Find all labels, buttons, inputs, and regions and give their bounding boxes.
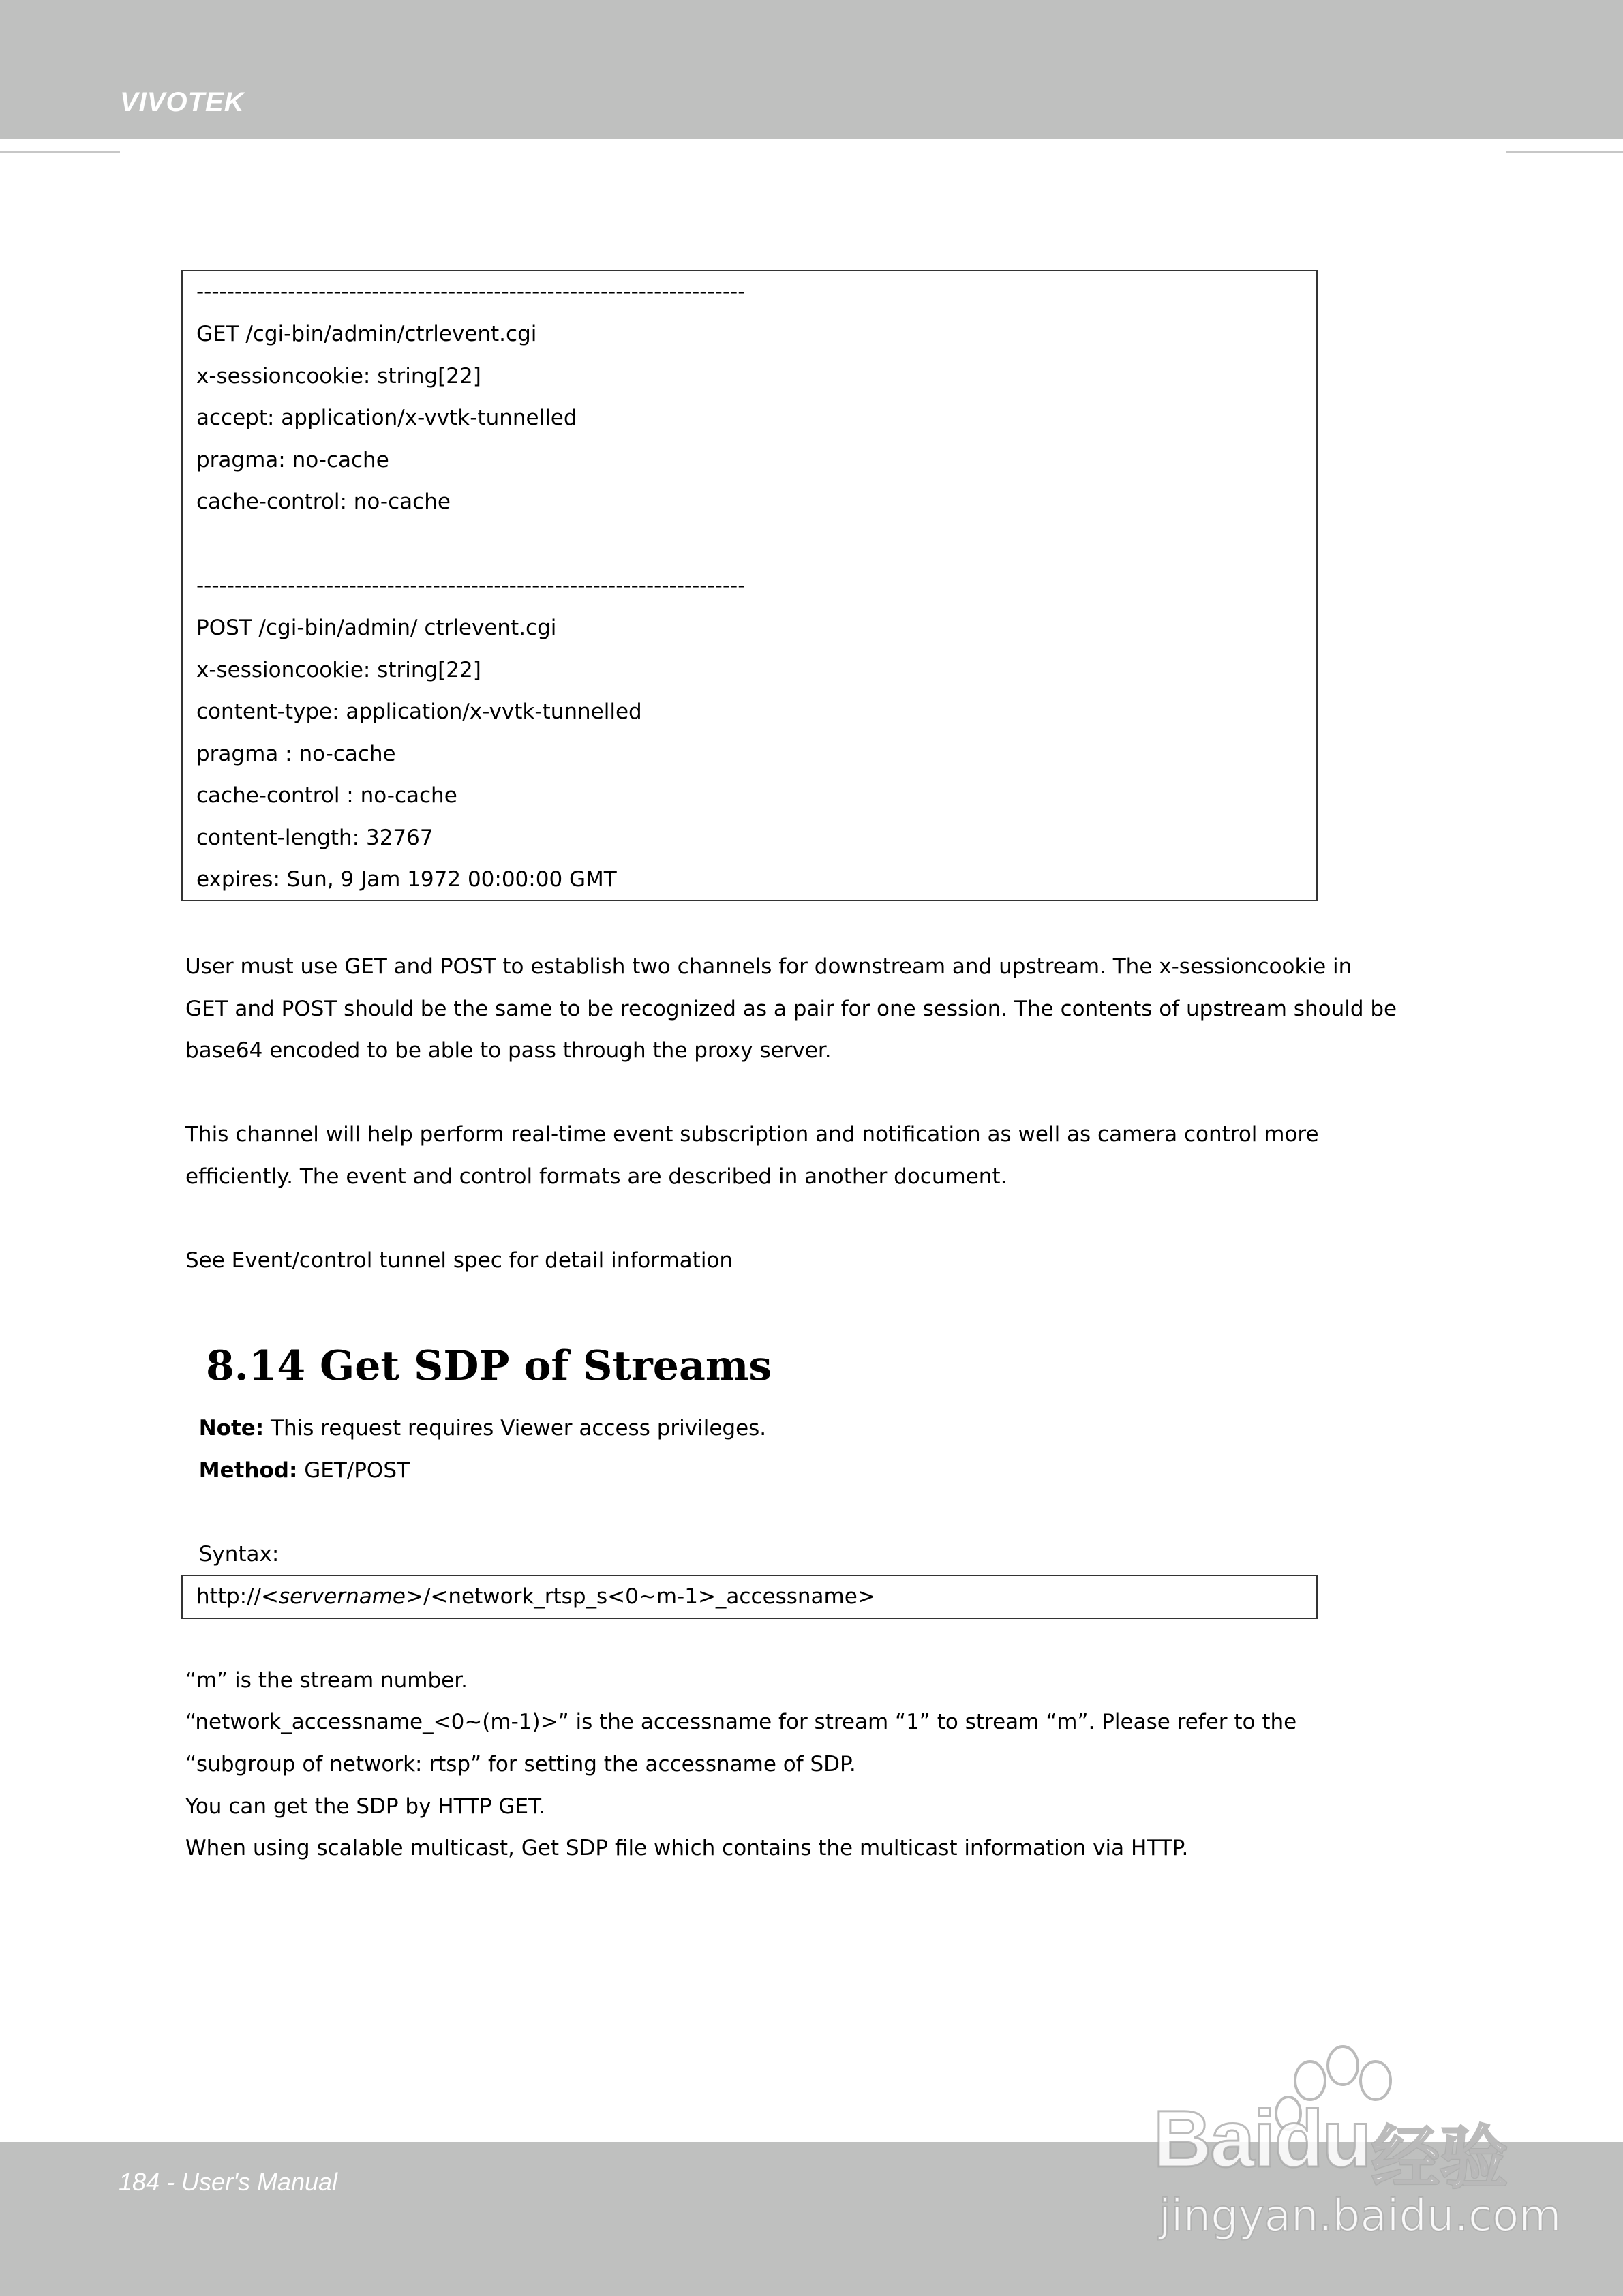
- code-line: accept: application/x-vvtk-tunnelled: [196, 406, 577, 430]
- note-line: “subgroup of network: rtsp” for setting the accessname of SDP.: [185, 1752, 856, 1777]
- watermark-logo: [1153, 2093, 1370, 2186]
- brand-logo: VIVOTEK: [120, 87, 245, 117]
- syntax-label: Syntax:: [198, 1542, 279, 1567]
- code-line: content-length: 32767: [196, 826, 434, 850]
- header-rule-left: [0, 151, 120, 153]
- code-line: content-type: application/x-vvtk-tunnelled: [196, 699, 642, 724]
- watermark-logo-du: du: [1274, 2094, 1370, 2184]
- code-line: x-sessioncookie: string[22]: [196, 364, 481, 389]
- syntax-box: [181, 1575, 1318, 1619]
- paragraph-line: base64 encoded to be able to pass through the proxy server.: [185, 1038, 832, 1063]
- code-line: ------------------------------------------------------------------------: [196, 280, 746, 304]
- paragraph-line: efficiently. The event and control formats are described in another document.: [185, 1164, 1007, 1189]
- syntax-prefix: http://: [196, 1584, 261, 1609]
- method-line: [185, 1457, 410, 1484]
- paragraph-line: User must use GET and POST to establish two channels for downstream and upstream. The x-sessioncookie in: [185, 954, 1352, 979]
- method-label: Method:: [198, 1458, 298, 1483]
- code-line: GET /cgi-bin/admin/ctrlevent.cgi: [196, 322, 537, 346]
- paragraph-line: This channel will help perform real-time event subscription and notification as well as camera control more: [185, 1122, 1319, 1147]
- header-band: [0, 0, 1623, 139]
- section-heading: 8.14 Get SDP of Streams: [206, 1342, 772, 1390]
- watermark-cn: 经验: [1371, 2118, 1508, 2198]
- code-line: pragma: no-cache: [196, 448, 389, 472]
- watermark-url: jingyan.baidu.com: [1159, 2191, 1562, 2241]
- paragraph-line: See Event/control tunnel spec for detail information: [185, 1248, 733, 1273]
- code-line: cache-control : no-cache: [196, 783, 457, 808]
- note-line: “network_accessname_<0~(m-1)>” is the accessname for stream “1” to stream “m”. Please refer to the: [185, 1710, 1297, 1734]
- code-line: x-sessioncookie: string[22]: [196, 658, 481, 682]
- syntax-line: [196, 1583, 875, 1610]
- method-text: GET/POST: [297, 1458, 410, 1483]
- syntax-label-line: [185, 1541, 279, 1568]
- note-line: [185, 1415, 766, 1442]
- syntax-servername: <servername>: [260, 1584, 423, 1609]
- code-line: POST /cgi-bin/admin/ ctrlevent.cgi: [196, 616, 557, 640]
- note-line: When using scalable multicast, Get SDP file which contains the multicast information via HTTP.: [185, 1836, 1189, 1860]
- paragraph-line: GET and POST should be the same to be recognized as a pair for one session. The contents of upstream should be: [185, 997, 1397, 1021]
- note-line: You can get the SDP by HTTP GET.: [185, 1794, 546, 1819]
- header-rule-right: [1506, 151, 1623, 153]
- note-text: This request requires Viewer access privileges.: [264, 1416, 767, 1440]
- page-number: 184 - User's Manual: [119, 2168, 338, 2196]
- note-line: “m” is the stream number.: [185, 1668, 468, 1693]
- code-line: expires: Sun, 9 Jam 1972 00:00:00 GMT: [196, 867, 617, 892]
- code-line: ------------------------------------------------------------------------: [196, 573, 746, 598]
- note-label: Note:: [198, 1416, 264, 1440]
- code-line: cache-control: no-cache: [196, 489, 451, 514]
- code-line: pragma : no-cache: [196, 742, 396, 766]
- watermark-logo-bai: Bai: [1153, 2094, 1275, 2184]
- code-block: [181, 270, 1318, 901]
- syntax-suffix: /<network_rtsp_s<0~m-1>_accessname>: [423, 1584, 875, 1609]
